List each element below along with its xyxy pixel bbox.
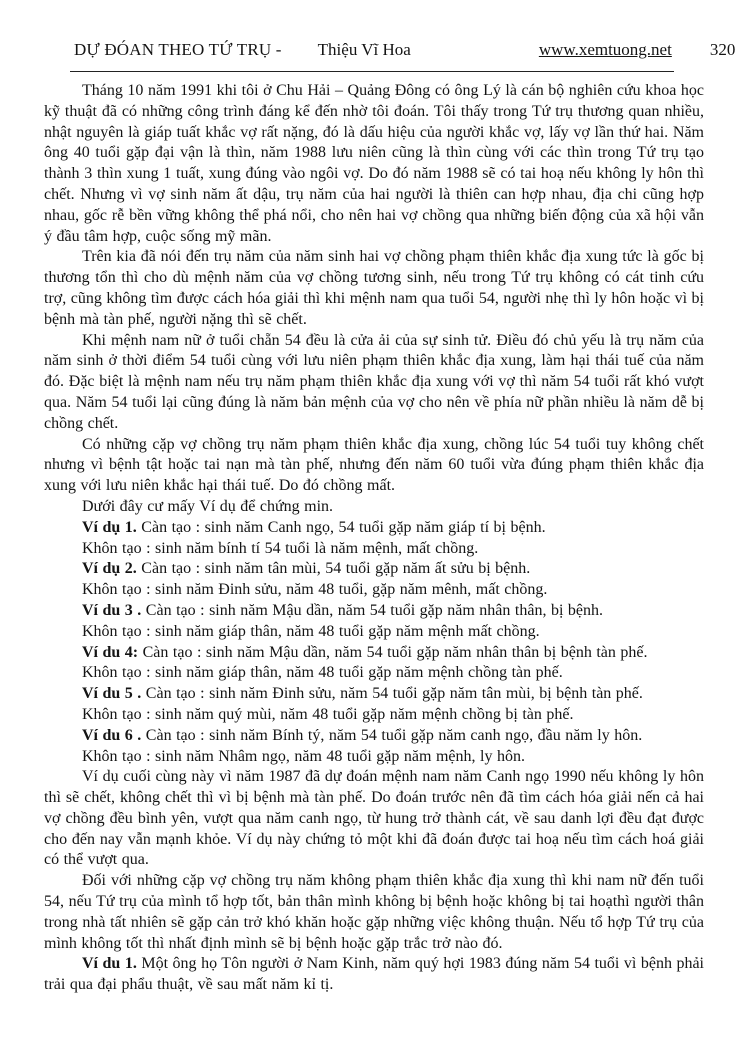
header-divider: [70, 71, 674, 72]
paragraph: [44, 331, 704, 435]
paragraph-text: Trên kia đã nói đến trụ năm của năm sinh hai vợ chồng phạm thiên khắc địa xung tức là gốc bị thương tổn thì cho dù mệnh năm của vợ chồng tương sinh, nếu trong Tứ trụ không có cát tinh cứu trợ, cũng không tìm được cách hóa giải thì khi mệnh nam qua tuổi 54, người nhẹ thì ly hôn hoặc vì bị bệnh mà tàn phế, người nặng thì sẽ chết.: [44, 248, 704, 328]
paragraph-text: Càn tạo : sinh năm Mậu dần, năm 54 tuổi gặp năm nhân thân bị bệnh tàn phế.: [138, 643, 648, 661]
example-label: Ví dụ 2.: [82, 560, 137, 578]
paragraph-text: Dưới đây cư mấy Ví dụ để chứng min.: [82, 497, 334, 515]
page-number: 320: [709, 40, 736, 59]
paragraph: [44, 435, 704, 497]
paragraph-text: Ví dụ cuối cùng này vì năm 1987 đã dự đoán mệnh nam năm Canh ngọ 1990 nếu không ly hôn thì sẽ chết, không chết thì vì bị bệnh mà tàn phế. Do đoán trước nên đã tìm cách hóa giải nến cả hai vợ chồng đều bình yên, vượt qua năm canh ngọ, từ hung trở thành cát, về sau danh lợi đều đạt được cho đến nay vẫn mạnh khỏe. Ví dụ này chứng tỏ một khi đã đoán được tai hoạ nếu tìm cách hoá giải có thể vượt qua.: [44, 768, 704, 869]
paragraph: [44, 601, 704, 622]
document-body: [44, 81, 704, 996]
paragraph: [44, 247, 704, 330]
example-label: Ví du 6 .: [82, 726, 142, 744]
website-link[interactable]: www.xemtuong.net: [538, 40, 672, 59]
example-label: Ví dụ 1.: [82, 518, 137, 536]
page-header: [44, 36, 736, 60]
paragraph: [44, 726, 704, 747]
paragraph: [44, 559, 704, 580]
paragraph-text: Khôn tạo : sinh năm bính tí 54 tuổi là năm mệnh, mất chồng.: [82, 539, 479, 557]
paragraph-text: Có những cặp vợ chồng trụ năm phạm thiên khắc địa xung, chồng lúc 54 tuổi tuy không chết nhưng vì bệnh tật hoặc tai nạn mà tàn phế, nhưng đến năm 60 tuổi vừa đúng phạm thiên khắc địa xung với lưu niên khắc hại thái tuế. Do đó chồng mất.: [44, 435, 704, 495]
paragraph: [44, 747, 704, 768]
example-label: Ví du 4:: [82, 643, 139, 661]
paragraph: [44, 539, 704, 560]
paragraph-text: Càn tạo : sinh năm tân mùi, 54 tuổi gặp năm ất sửu bị bệnh.: [136, 560, 531, 578]
paragraph: [44, 622, 704, 643]
paragraph-text: Càn tạo : sinh năm Mậu dần, năm 54 tuổi gặp năm nhân thân, bị bệnh.: [141, 601, 603, 619]
paragraph: [44, 497, 704, 518]
paragraph: [44, 767, 704, 871]
paragraph: [44, 663, 704, 684]
paragraph-text: Càn tạo : sinh năm Canh ngọ, 54 tuổi gặp năm giáp tí bị bệnh.: [136, 518, 546, 536]
paragraph-text: Đối với những cặp vợ chồng trụ năm không phạm thiên khắc địa xung thì khi nam nữ đến tuổi 54, nếu Tứ trụ của mình tổ hợp tốt, bản thân mình không bị bệnh hoặc không bị tai hoạthì người thân trong nhà tất nhiên sẽ gặp cản trở khó khăn hoặc gặp những việc không thuận. Nếu tổ hợp Tứ trụ của mình không tốt thì nhất định mình sẽ bị bệnh hoặc gặp trắc trở nào đó.: [44, 872, 704, 952]
paragraph: [44, 81, 704, 247]
paragraph-text: Càn tạo : sinh năm Đinh sửu, năm 54 tuổi gặp năm tân mùi, bị bệnh tàn phế.: [141, 685, 643, 703]
author-name: Thiệu Vĩ Hoa: [317, 40, 411, 59]
paragraph-text: Khôn tạo : sinh năm Nhâm ngọ, năm 48 tuổi gặp năm mệnh, ly hôn.: [82, 747, 525, 765]
paragraph: [44, 684, 704, 705]
paragraph: [44, 954, 704, 996]
paragraph-text: Khôn tạo : sinh năm giáp thân, năm 48 tuổi gặp năm mệnh chồng tàn phế.: [82, 664, 563, 682]
paragraph-text: Tháng 10 năm 1991 khi tôi ở Chu Hải – Quảng Đông có ông Lý là cán bộ nghiên cứu khoa học kỹ thuật đã có những công trình đáng kể đến nhờ tôi đoán. Tôi thấy trong Tứ trụ thương quan nhiều, nhật nguyên là giáp tuất khắc vợ rất nặng, đó là dấu hiệu của người khắc vợ, lấy vợ lần thứ hai. Năm ông 40 tuổi gặp đại vận là thìn, năm 1988 lưu niên cũng là thìn cùng với các thìn trong Tứ trụ tạo thành 3 thìn xung 1 tuất, xung đúng vào ngôi vợ. Do đó năm 1988 sẽ có tai hoạ nếu không ly hôn thì chết. Nhưng vì vợ sinh năm ất dậu, trụ năm của hai người là thiên can hợp nhau, địa chi cũng hợp nhau, gốc rễ bền vững không thể phá nổi, cho nên hai vợ chồng qua những biến động của xã hội vẫn ý đầu tâm hợp, cuộc sống mỹ mãn.: [44, 82, 704, 245]
paragraph: [44, 643, 704, 664]
paragraph: [44, 871, 704, 954]
paragraph: [44, 580, 704, 601]
example-label: Ví du 5 .: [82, 685, 142, 703]
paragraph-text: Khôn tạo : sinh năm quý mùi, năm 48 tuổi gặp năm mệnh chồng bị tàn phế.: [82, 705, 574, 723]
paragraph-text: Khi mệnh nam nữ ở tuổi chẵn 54 đều là cửa ải của sự sinh tử. Điều đó chủ yếu là trụ năm của năm sinh ở thời điểm 54 tuổi cùng với lưu niên phạm thiên khắc địa xung, làm hại thái tuế của năm đó. Đặc biệt là mệnh nam nếu trụ năm phạm thiên khắc địa xung với vợ thì năm 54 tuổi rất khó vượt qua. Năm 54 tuổi lại cũng đúng là năm bản mệnh của vợ cho nên về phía nữ phần nhiều là năm dễ bị chồng chết.: [44, 331, 704, 432]
example-label: Ví du 1.: [82, 955, 137, 973]
paragraph-text: Càn tạo : sinh năm Bính tý, năm 54 tuổi gặp năm canh ngọ, đầu năm ly hôn.: [141, 726, 643, 744]
paragraph-text: Khôn tạo : sinh năm giáp thân, năm 48 tuổi gặp năm mệnh mất chồng.: [82, 622, 540, 640]
example-label: Ví du 3 .: [82, 601, 142, 619]
book-title: DỰ ĐÓAN THEO TỨ TRỤ -: [74, 40, 282, 59]
paragraph: [44, 705, 704, 726]
paragraph: [44, 518, 704, 539]
paragraph-text: Một ông họ Tôn người ở Nam Kinh, năm quý hợi 1983 đúng năm 54 tuổi vì bệnh phải trải qua đại phẩu thuật, về sau mất năm kỉ tị.: [44, 955, 705, 994]
paragraph-text: Khôn tạo : sinh năm Đinh sửu, năm 48 tuổi, gặp năm mênh, mất chồng.: [82, 581, 548, 599]
